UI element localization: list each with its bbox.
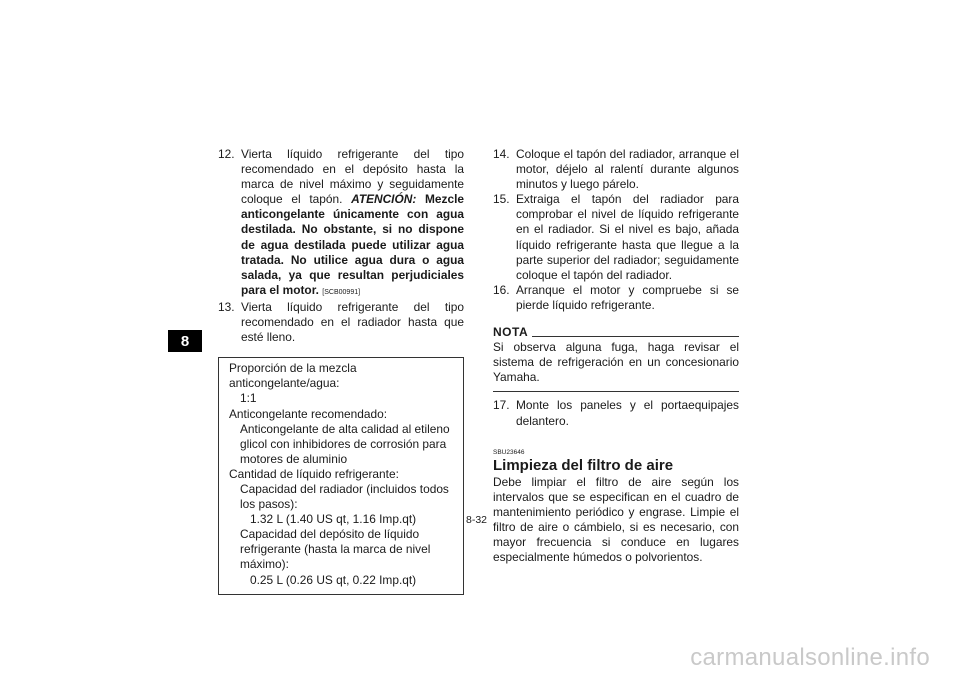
- step-number: 15.: [493, 192, 510, 207]
- note-label: NOTA: [493, 325, 529, 340]
- right-column: [493, 147, 739, 565]
- spec-quantity-label: Cantidad de líquido refrigerante:: [229, 466, 399, 481]
- coolant-spec-box: [218, 357, 464, 594]
- step-body: Extraiga el tapón del radiador para comprobar el nivel de líquido refrigerante en el radiador. Si el nivel es bajo, añada líquido refrigerante hasta que llegue a la parte superior del radiador; seguidamente coloque el tapón del radiador.: [516, 192, 739, 282]
- step-13: [218, 300, 464, 345]
- spec-antifreeze-value: Anticongelante de alta calidad al etileno glicol con inhibidores de corrosión para motores de aluminio: [240, 421, 450, 466]
- chapter-tab: 8: [168, 330, 202, 352]
- step-number: 17.: [493, 398, 510, 413]
- spec-reservoir-label: Capacidad del depósito de líquido refrigerante (hasta la marca de nivel máximo):: [240, 527, 431, 572]
- note-block: [493, 325, 739, 392]
- caution-code: [SCB00991]: [322, 288, 361, 296]
- step-12: [218, 147, 464, 300]
- note-divider: [532, 336, 739, 337]
- left-column: [218, 147, 464, 595]
- watermark: carmanualsonline.info: [690, 644, 930, 671]
- step-text: Vierta líquido refrigerante del tipo recomendado en el depósito hasta la marca de nivel máximo y seguidamente coloque el tapón.: [241, 147, 464, 207]
- section-paragraph: Debe limpiar el filtro de aire según los intervalos que se especifican en el cuadro de mantenimiento periódico y engrase. Limpie el filtro de aire o cámbielo, si es necesario, con mayor frecuencia si conduce en lugares especialmente húmedos o polvorientos.: [493, 474, 739, 565]
- spec-radiator-label: Capacidad del radiador (incluidos todos los pasos):: [240, 481, 449, 512]
- page-number: 8-32: [466, 514, 488, 526]
- step-15: [493, 192, 739, 283]
- spec-ratio-label: Proporción de la mezcla anticongelante/agua:: [229, 361, 357, 391]
- step-number: 14.: [493, 147, 510, 161]
- step-16: [493, 283, 739, 313]
- step-body: Monte los paneles y el portaequipajes delantero.: [516, 398, 739, 428]
- step-17: [493, 398, 739, 428]
- caution-block: [241, 192, 464, 297]
- spec-reservoir-value: 0.25 L (0.26 US qt, 0.22 Imp.qt): [250, 572, 417, 587]
- step-body: Coloque el tapón del radiador, arranque el motor, déjelo al ralentí durante algunos minutos y luego párelo.: [516, 147, 739, 192]
- caution-label: ATENCIÓN:: [351, 192, 417, 207]
- step-number: 12.: [218, 147, 235, 161]
- step-14: [493, 147, 739, 192]
- spec-antifreeze-label: Anticongelante recomendado:: [229, 406, 387, 421]
- section-title: Limpieza del filtro de aire: [493, 456, 674, 474]
- step-number: 13.: [218, 299, 235, 314]
- spec-radiator-value: 1.32 L (1.40 US qt, 1.16 Imp.qt): [250, 512, 417, 527]
- step-body: [241, 147, 464, 300]
- note-text: Si observa alguna fuga, haga revisar el sistema de refrigeración en un concesionario Yamaha.: [493, 340, 739, 392]
- step-body: Arranque el motor y compruebe si se pierde líquido refrigerante.: [516, 282, 739, 312]
- caution-text: Mezcle anticongelante únicamente con agua destilada. No obstante, si no dispone de agua destilada puede utilizar agua tratada. No utilice agua dura o agua salada, ya que resultan perjudiciales para el motor.: [241, 192, 464, 297]
- spec-ratio-value: 1:1: [240, 391, 257, 406]
- note-header: [493, 325, 739, 340]
- section-ref-code: SBU23646: [493, 448, 525, 456]
- step-number: 16.: [493, 282, 510, 297]
- step-body: Vierta líquido refrigerante del tipo recomendado en el radiador hasta que esté lleno.: [241, 299, 464, 345]
